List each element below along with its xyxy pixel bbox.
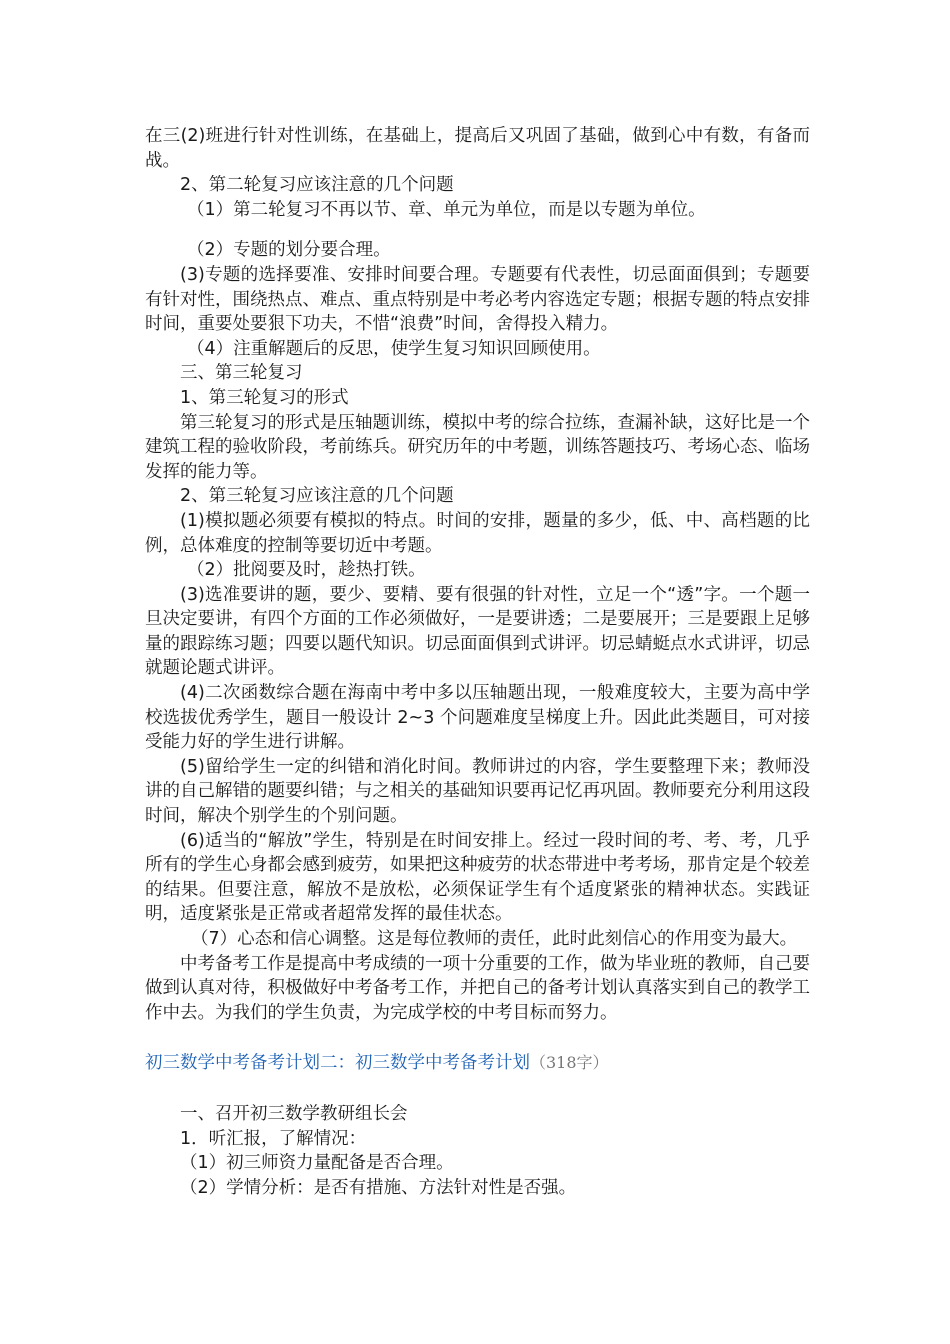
paragraph: (6)适当的“解放”学生，特别是在时间安排上。经过一段时间的考、考、考，几乎所有的学生心身都会感到疲劳，如果把这种疲劳的状态带进中考考场，那肯定是个较差的结果。但要注意，解放不是放松，必须保证学生有个适度紧张的精神状态。实践证明，适度紧张是正常或者超常发挥的最佳状态。: [145, 830, 810, 925]
paragraph: 在三(2)班进行针对性训练，在基础上，提高后又巩固了基础，做到心中有数，有备而战。: [145, 126, 810, 171]
word-count: （318字）: [530, 1053, 609, 1073]
paragraph: (3)专题的选择要准、安排时间要合理。专题要有代表性，切忌面面俱到；专题要有针对性，围绕热点、难点、重点特别是中考必考内容选定专题；根据专题的特点安排时间，重要处要狠下功夫，不惜“浪费”时间，舍得投入精力。: [145, 264, 810, 335]
section-heading: 一、召开初三数学教研组长会: [180, 1103, 408, 1124]
paragraph: 1．听汇报，了解情况：: [180, 1128, 367, 1149]
paragraph: （2）批阅要及时，趁热打铁。: [187, 560, 426, 581]
paragraph: （1）初三师资力量配备是否合理。: [180, 1153, 454, 1174]
paragraph: （2）学情分析：是否有措施、方法针对性是否强。: [180, 1177, 577, 1198]
section-heading: 三、第三轮复习: [180, 363, 303, 384]
subsection-heading: 2、第三轮复习应该注意的几个问题: [180, 486, 454, 507]
paragraph: （4）注重解题后的反思，使学生复习知识回顾使用。: [187, 338, 601, 359]
spacer: [145, 1025, 810, 1051]
document-page: [145, 124, 810, 1200]
article-heading-title[interactable]: 初三数学中考备考计划二：初三数学中考备考计划: [145, 1053, 530, 1074]
spacer: [145, 1076, 810, 1102]
subsection-heading: 1、第三轮复习的形式: [180, 387, 349, 408]
paragraph: 第三轮复习的形式是压轴题训练，模拟中考的综合拉练，查漏补缺，这好比是一个建筑工程的验收阶段，考前练兵。研究历年的中考题，训练答题技巧、考场心态、临场发挥的能力等。: [145, 412, 810, 482]
paragraph: (1)模拟题必须要有模拟的特点。时间的安排，题量的多少，低、中、高档题的比例，总体难度的控制等要切近中考题。: [145, 510, 810, 556]
paragraph: （7）心态和信心调整。这是每位教师的责任，此时此刻信心的作用变为最大。: [191, 929, 798, 949]
paragraph: (4)二次函数综合题在海南中考中多以压轴题出现，一般难度较大，主要为高中学校选拔优秀学生，题目一般设计 2~3 个问题难度呈梯度上升。因此此类题目，可对接受能力好的学生进行讲解。: [145, 683, 810, 753]
paragraph: 2、第二轮复习应该注意的几个问题: [180, 175, 454, 196]
paragraph: （2）专题的划分要合理。: [187, 240, 391, 261]
paragraph: 中考备考工作是提高中考成绩的一项十分重要的工作，做为毕业班的教师，自己要做到认真对待，积极做好中考备考工作，并把自己的备考计划认真落实到自己的教学工作中去。为我们的学生负责，为完成学校的中考目标而努力。: [145, 953, 810, 1023]
spacer: [145, 222, 810, 238]
paragraph: （1）第二轮复习不再以节、章、单元为单位，而是以专题为单位。: [187, 199, 706, 220]
paragraph: (5)留给学生一定的纠错和消化时间。教师讲过的内容，学生要整理下来；教师没讲的自己解错的题要纠错；与之相关的基础知识要再记忆再巩固。教师要充分利用这段时间，解决个别学生的个别问题。: [145, 756, 810, 827]
article-heading[interactable]: [145, 1051, 810, 1076]
paragraph: (3)选准要讲的题，要少、要精、要有很强的针对性，立足一个“透”字。一个题一旦决定要讲，有四个方面的工作必须做好，一是要讲透；二是要展开；三是要跟上足够量的跟踪练习题；四要以题代知识。切忌面面俱到式讲评。切忌蜻蜓点水式讲评，切忌就题论题式讲评。: [145, 584, 810, 679]
